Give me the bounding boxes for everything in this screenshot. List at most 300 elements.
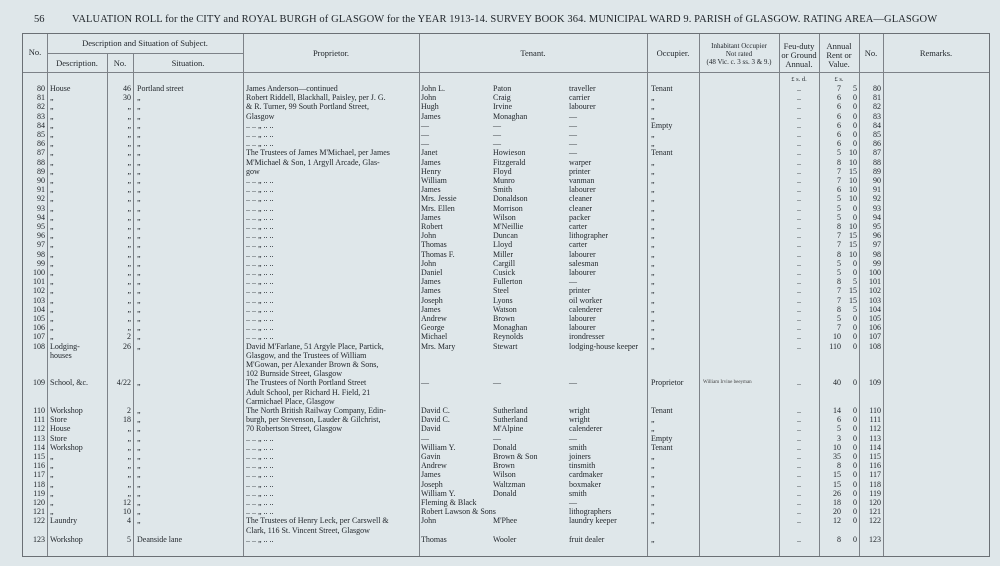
cell-feu-duty: .. [797, 203, 801, 213]
cell-proprietor: Clark, 116 St. Vincent Street, Glasgow [246, 525, 370, 535]
header-situation: Situation. [171, 58, 205, 68]
cell-situation: „ [137, 323, 141, 333]
cell-description: Laundry [50, 516, 78, 526]
cell-tenant-forename: John [421, 516, 437, 526]
cell-description: House [50, 424, 71, 434]
cell-feu-duty: .. [797, 111, 801, 121]
header-number: No. [113, 58, 127, 68]
cell-no-right: 85 [873, 130, 881, 139]
cell-occupier: „ [651, 176, 655, 185]
cell-proprietor: David M'Farlane, 51 Argyle Place, Partick, [246, 341, 384, 351]
cell-proprietor: .. .. „ .. .. [246, 470, 274, 480]
cell-rent-shillings: 0 [853, 212, 857, 222]
cell-occupier: „ [651, 304, 655, 314]
cell-description: „ [50, 314, 54, 323]
cell-description: „ [50, 120, 54, 130]
cell-tenant-occupation: labourer [569, 249, 596, 259]
cell-description: „ [50, 102, 54, 112]
page-title: VALUATION ROLL for the CITY and ROYAL BURGH of GLASGOW for the YEAR 1913-14. SURVEY BOOK 364. MUNICIPAL WARD 9. PARISH of GLASGOW. RATING AREA—GLASGOW [72, 14, 938, 25]
cell-feu-duty: .. [797, 323, 801, 333]
cell-number: „ [127, 194, 131, 204]
cell-situation: „ [137, 516, 141, 526]
cell-no-right: 106 [869, 323, 881, 333]
header-inhabitant-occupier [699, 42, 779, 66]
cell-no-right: 112 [869, 424, 881, 434]
cell-tenant-forename: — [421, 120, 429, 130]
cell-description: „ [50, 286, 54, 296]
cell-tenant-occupation: — [569, 111, 577, 121]
cell-proprietor: .. .. „ .. .. [246, 286, 274, 296]
cell-tenant-occupation: carrier [569, 93, 590, 103]
cell-tenant-surname: Craig [493, 93, 511, 103]
cell-feu-duty: .. [797, 415, 801, 425]
cell-description: Store [50, 415, 67, 425]
cell-rent-pounds: 5 [837, 258, 841, 268]
cell-description: „ [50, 498, 54, 507]
cell-no: 92 [37, 194, 45, 204]
cell-proprietor: .. .. „ .. .. [246, 534, 274, 544]
cell-tenant-forename: David C. [421, 406, 450, 415]
cell-occupier: „ [651, 461, 655, 471]
cell-occupier: „ [651, 258, 655, 268]
cell-rent-shillings: 0 [853, 332, 857, 342]
col-divider [419, 34, 420, 556]
cell-rent-pounds: 6 [837, 111, 841, 121]
cell-tenant-forename: Andrew [421, 461, 447, 471]
cell-tenant-occupation: labourer [569, 268, 596, 277]
header-description-group: Description and Situation of Subject. [82, 38, 208, 48]
cell-situation: „ [137, 415, 141, 425]
cell-occupier: „ [651, 341, 655, 351]
cell-no-right: 103 [869, 295, 881, 305]
cell-no-right: 82 [873, 102, 881, 112]
cell-no-right: 93 [873, 203, 881, 213]
cell-tenant-forename: Joseph [421, 479, 443, 489]
cell-proprietor: 70 Robertson Street, Glasgow [246, 424, 342, 434]
cell-tenant-forename: Hugh [421, 102, 439, 112]
cell-tenant-forename: Janet [421, 148, 438, 158]
cell-description: „ [50, 176, 54, 185]
cell-no: 111 [33, 415, 45, 425]
cell-number: „ [127, 452, 131, 461]
cell-tenant-occupation: boxmaker [569, 479, 601, 489]
cell-rent-pounds: 5 [837, 194, 841, 204]
cell-occupier: „ [651, 212, 655, 222]
cell-situation: „ [137, 130, 141, 139]
cell-rent-shillings: 0 [853, 93, 857, 103]
cell-number: 10 [123, 507, 131, 517]
cell-rent-shillings: 0 [853, 442, 857, 452]
cell-no-right: 114 [869, 442, 881, 452]
cell-tenant-surname: Wooler [493, 534, 517, 544]
cell-no: 94 [37, 212, 45, 222]
cell-proprietor: Glasgow, and the Trustees of William [246, 350, 367, 360]
cell-tenant-occupation: carter [569, 240, 588, 250]
cell-number: „ [127, 323, 131, 333]
cell-tenant-surname: Howieson [493, 148, 526, 158]
header-description: Description. [56, 58, 98, 68]
cell-proprietor: .. .. „ .. .. [246, 498, 274, 507]
cell-no-right: 90 [873, 176, 881, 185]
cell-situation: „ [137, 479, 141, 489]
cell-tenant-occupation: — [569, 378, 577, 388]
cell-no-right: 88 [873, 157, 881, 167]
cell-number: „ [127, 433, 131, 443]
cell-tenant-surname: — [493, 378, 501, 388]
cell-situation: „ [137, 249, 141, 259]
cell-tenant-surname: Waltzman [493, 479, 526, 489]
cell-number: 18 [123, 415, 131, 425]
cell-description: Workshop [50, 534, 83, 544]
cell-rent-pounds: 8 [837, 222, 841, 231]
cell-description: „ [50, 93, 54, 103]
cell-situation: Deanside lane [137, 534, 183, 544]
cell-rent-shillings: 0 [853, 314, 857, 323]
cell-no: 121 [33, 507, 45, 517]
header-no: No. [28, 47, 42, 57]
cell-rent-pounds: 8 [837, 534, 841, 544]
cell-no: 114 [33, 442, 45, 452]
cell-rent-shillings: 0 [853, 258, 857, 268]
cell-occupier: „ [651, 249, 655, 259]
cell-occupier: „ [651, 166, 655, 176]
cell-no: 88 [37, 157, 45, 167]
cell-no: 86 [37, 139, 45, 149]
cell-tenant-occupation: smith [569, 488, 587, 498]
cell-description: „ [50, 203, 54, 213]
cell-feu-duty: .. [797, 231, 801, 241]
cell-number: „ [127, 277, 131, 287]
cell-no-right: 111 [869, 415, 881, 425]
cell-rent-pounds: 5 [837, 314, 841, 323]
cell-tenant-forename: Thomas [421, 534, 447, 544]
cell-situation: „ [137, 222, 141, 231]
cell-tenant-surname: Monaghan [493, 323, 528, 333]
cell-tenant-occupation: — [569, 130, 577, 139]
cell-situation: „ [137, 157, 141, 167]
cell-feu-duty: .. [797, 304, 801, 314]
cell-feu-duty: .. [797, 249, 801, 259]
cell-number: 4 [127, 516, 131, 526]
cell-situation: „ [137, 406, 141, 415]
cell-no-right: 97 [873, 240, 881, 250]
cell-tenant-forename: James [421, 277, 441, 287]
cell-proprietor: Carmichael Place, Glasgow [246, 396, 335, 406]
cell-rent-shillings: 10 [849, 222, 857, 231]
cell-situation: Portland street [137, 84, 184, 93]
cell-rent-shillings: 10 [849, 148, 857, 158]
cell-no-right: 116 [869, 461, 881, 471]
cell-tenant-forename: James [421, 470, 441, 480]
col-divider [647, 34, 648, 556]
cell-description: Store [50, 433, 67, 443]
cell-number: 4/22 [116, 378, 131, 388]
cell-rent-pounds: 18 [833, 498, 841, 507]
col-divider [243, 34, 244, 556]
cell-no-right: 123 [869, 534, 881, 544]
cell-proprietor: .. .. „ .. .. [246, 130, 274, 139]
cell-no: 105 [33, 314, 45, 323]
cell-rent-shillings: 0 [853, 479, 857, 489]
cell-no: 84 [37, 120, 45, 130]
cell-tenant-surname: Floyd [493, 166, 512, 176]
cell-number: 30 [123, 93, 131, 103]
cell-tenant-occupation: labourer [569, 185, 596, 195]
cell-tenant-forename: William [421, 176, 447, 185]
cell-description: „ [50, 148, 54, 158]
cell-rent-shillings: 0 [853, 139, 857, 149]
cell-description: „ [50, 194, 54, 204]
cell-rent-pounds: 5 [837, 424, 841, 434]
cell-rent-pounds: 7 [837, 286, 841, 296]
cell-rent-shillings: 10 [849, 249, 857, 259]
cell-feu-duty: .. [797, 268, 801, 277]
cell-no: 122 [33, 516, 45, 526]
cell-no-right: 99 [873, 258, 881, 268]
cell-tenant-forename: William Y. [421, 488, 456, 498]
cell-number: „ [127, 157, 131, 167]
cell-feu-duty: .. [797, 378, 801, 388]
cell-proprietor: .. .. „ .. .. [246, 222, 274, 231]
cell-rent-shillings: 0 [853, 507, 857, 517]
cell-tenant-forename: John L. [421, 84, 445, 93]
cell-proprietor: gow [246, 166, 260, 176]
cell-rent-shillings: 0 [853, 488, 857, 498]
cell-number: 26 [123, 341, 131, 351]
cell-tenant-forename: Michael [421, 332, 448, 342]
header-feu-units: £ s. d. [791, 76, 807, 83]
cell-proprietor: .. .. „ .. .. [246, 176, 274, 185]
cell-feu-duty: .. [797, 84, 801, 93]
cell-description: „ [50, 268, 54, 277]
cell-description: „ [50, 212, 54, 222]
cell-feu-duty: .. [797, 314, 801, 323]
cell-description: „ [50, 507, 54, 517]
cell-no-right: 101 [869, 277, 881, 287]
cell-tenant-occupation: lithographer [569, 231, 609, 241]
cell-tenant-surname: Stewart [493, 341, 518, 351]
cell-number: „ [127, 424, 131, 434]
cell-occupier: Empty [651, 120, 673, 130]
cell-tenant-forename: Thomas [421, 240, 447, 250]
header-annual-rent [819, 42, 859, 69]
cell-description: „ [50, 479, 54, 489]
cell-tenant-forename: Andrew [421, 314, 447, 323]
cell-no: 113 [33, 433, 45, 443]
cell-proprietor: .. .. „ .. .. [246, 304, 274, 314]
cell-situation: „ [137, 452, 141, 461]
cell-tenant-occupation: — [569, 277, 577, 287]
cell-number: „ [127, 314, 131, 323]
cell-feu-duty: .. [797, 277, 801, 287]
cell-description: „ [50, 111, 54, 121]
cell-rent-pounds: 20 [833, 507, 841, 517]
cell-number: „ [127, 130, 131, 139]
cell-rent-pounds: 5 [837, 268, 841, 277]
header-inhabitant-line3: (48 Vic. c. 3 ss. 3 & 9.) [706, 58, 772, 66]
cell-proprietor: .. .. „ .. .. [246, 277, 274, 287]
cell-no: 85 [37, 130, 45, 139]
header-rent-line3: Value. [828, 59, 850, 69]
cell-proprietor: .. .. „ .. .. [246, 258, 274, 268]
cell-occupier: „ [651, 470, 655, 480]
cell-occupier: „ [651, 111, 655, 121]
cell-tenant-occupation: traveller [569, 84, 596, 93]
cell-no: 89 [37, 166, 45, 176]
cell-tenant-occupation: tinsmith [569, 461, 596, 471]
cell-rent-pounds: 10 [833, 442, 841, 452]
cell-tenant-surname: Brown & Son [493, 452, 538, 461]
cell-tenant-occupation: labourer [569, 323, 596, 333]
cell-feu-duty: .. [797, 166, 801, 176]
cell-description: „ [50, 157, 54, 167]
cell-rent-pounds: 8 [837, 249, 841, 259]
cell-tenant-forename: Daniel [421, 268, 443, 277]
cell-rent-pounds: 8 [837, 157, 841, 167]
cell-situation: „ [137, 194, 141, 204]
cell-tenant-surname: Donald [493, 442, 517, 452]
cell-no-right: 109 [869, 378, 881, 388]
col-divider [699, 34, 700, 556]
cell-tenant-occupation: — [569, 148, 577, 158]
cell-number: „ [127, 304, 131, 314]
cell-occupier: „ [651, 488, 655, 498]
cell-tenant-occupation: wright [569, 415, 590, 425]
cell-situation: „ [137, 176, 141, 185]
cell-description: „ [50, 185, 54, 195]
cell-tenant-forename: David [421, 424, 441, 434]
cell-number: „ [127, 139, 131, 149]
cell-no: 90 [37, 176, 45, 185]
cell-tenant-occupation: smith [569, 442, 587, 452]
cell-no: 104 [33, 304, 45, 314]
cell-situation: „ [137, 304, 141, 314]
cell-tenant-occupation: cardmaker [569, 470, 603, 480]
cell-number: 5 [127, 534, 131, 544]
cell-occupier: „ [651, 516, 655, 526]
cell-situation: „ [137, 268, 141, 277]
cell-number: „ [127, 268, 131, 277]
cell-tenant-surname: Fullerton [493, 277, 523, 287]
cell-rent-shillings: 10 [849, 176, 857, 185]
cell-tenant-occupation: calenderer [569, 304, 603, 314]
cell-rent-shillings: 0 [853, 424, 857, 434]
cell-occupier: „ [651, 93, 655, 103]
cell-rent-shillings: 0 [853, 203, 857, 213]
cell-proprietor: .. .. „ .. .. [246, 433, 274, 443]
cell-proprietor: The Trustees of North Portland Street [246, 378, 367, 388]
cell-description: „ [50, 166, 54, 176]
cell-number: „ [127, 240, 131, 250]
cell-no-right: 80 [873, 84, 881, 93]
cell-description: Lodging- [50, 341, 80, 351]
cell-number: „ [127, 488, 131, 498]
cell-rent-pounds: 10 [833, 332, 841, 342]
header-group-divider [47, 53, 243, 54]
cell-proprietor: .. .. „ .. .. [246, 120, 274, 130]
cell-occupier: Tenant [651, 148, 673, 158]
cell-no: 83 [37, 111, 45, 121]
cell-no: 109 [33, 378, 45, 388]
cell-situation: „ [137, 461, 141, 471]
cell-tenant-occupation: labourer [569, 102, 596, 112]
cell-rent-pounds: 3 [837, 433, 841, 443]
cell-tenant-forename: Henry [421, 166, 441, 176]
cell-rent-pounds: 6 [837, 93, 841, 103]
cell-tenant-surname: Monaghan [493, 111, 528, 121]
cell-tenant-occupation: joiners [569, 452, 591, 461]
cell-rent-shillings: 0 [853, 516, 857, 526]
cell-no: 95 [37, 222, 45, 231]
cell-rent-shillings: 15 [849, 240, 857, 250]
cell-occupier: „ [651, 498, 655, 507]
cell-no-right: 89 [873, 166, 881, 176]
cell-rent-pounds: 8 [837, 461, 841, 471]
cell-tenant-occupation: printer [569, 166, 591, 176]
cell-rent-shillings: 0 [853, 378, 857, 388]
cell-tenant-forename: James [421, 212, 441, 222]
cell-tenant-surname: — [493, 139, 501, 149]
cell-proprietor: .. .. „ .. .. [246, 461, 274, 471]
cell-description: „ [50, 323, 54, 333]
cell-tenant-occupation: oil worker [569, 295, 603, 305]
cell-occupier: „ [651, 102, 655, 112]
cell-number: „ [127, 231, 131, 241]
cell-tenant-surname: Paton [493, 84, 512, 93]
cell-occupier: „ [651, 268, 655, 277]
cell-description: „ [50, 277, 54, 287]
cell-situation: „ [137, 93, 141, 103]
cell-tenant-forename: — [421, 433, 429, 443]
cell-no: 99 [37, 258, 45, 268]
cell-number: „ [127, 442, 131, 452]
cell-no-right: 113 [869, 433, 881, 443]
cell-no: 93 [37, 203, 45, 213]
cell-description: „ [50, 452, 54, 461]
cell-rent-shillings: 10 [849, 185, 857, 195]
cell-rent-shillings: 15 [849, 295, 857, 305]
cell-situation: „ [137, 120, 141, 130]
cell-proprietor: .. .. „ .. .. [246, 332, 274, 342]
page-header [0, 6, 1000, 28]
col-divider [47, 34, 48, 556]
cell-situation: „ [137, 212, 141, 222]
cell-rent-pounds: 6 [837, 185, 841, 195]
cell-no-right: 122 [869, 516, 881, 526]
cell-occupier: „ [651, 323, 655, 333]
cell-inhabitant: William Irvine beeyman [703, 380, 752, 386]
cell-rent-shillings: 0 [853, 406, 857, 415]
cell-no: 116 [33, 461, 45, 471]
cell-no-right: 94 [873, 212, 881, 222]
cell-tenant-occupation: printer [569, 286, 591, 296]
cell-situation: „ [137, 277, 141, 287]
cell-occupier: „ [651, 222, 655, 231]
cell-rent-pounds: 14 [833, 406, 841, 415]
cell-feu-duty: .. [797, 442, 801, 452]
cell-no-right: 120 [869, 498, 881, 507]
cell-description: Workshop [50, 442, 83, 452]
cell-tenant-occupation: lithographers [569, 507, 612, 517]
cell-no-right: 100 [869, 268, 881, 277]
cell-proprietor: .. .. „ .. .. [246, 240, 274, 250]
header-rent-line2: Rent or [826, 50, 852, 60]
cell-feu-duty: .. [797, 295, 801, 305]
cell-tenant-forename: Fleming & Black [421, 498, 477, 507]
cell-situation: „ [137, 470, 141, 480]
cell-description: „ [50, 130, 54, 139]
cell-description: „ [50, 240, 54, 250]
